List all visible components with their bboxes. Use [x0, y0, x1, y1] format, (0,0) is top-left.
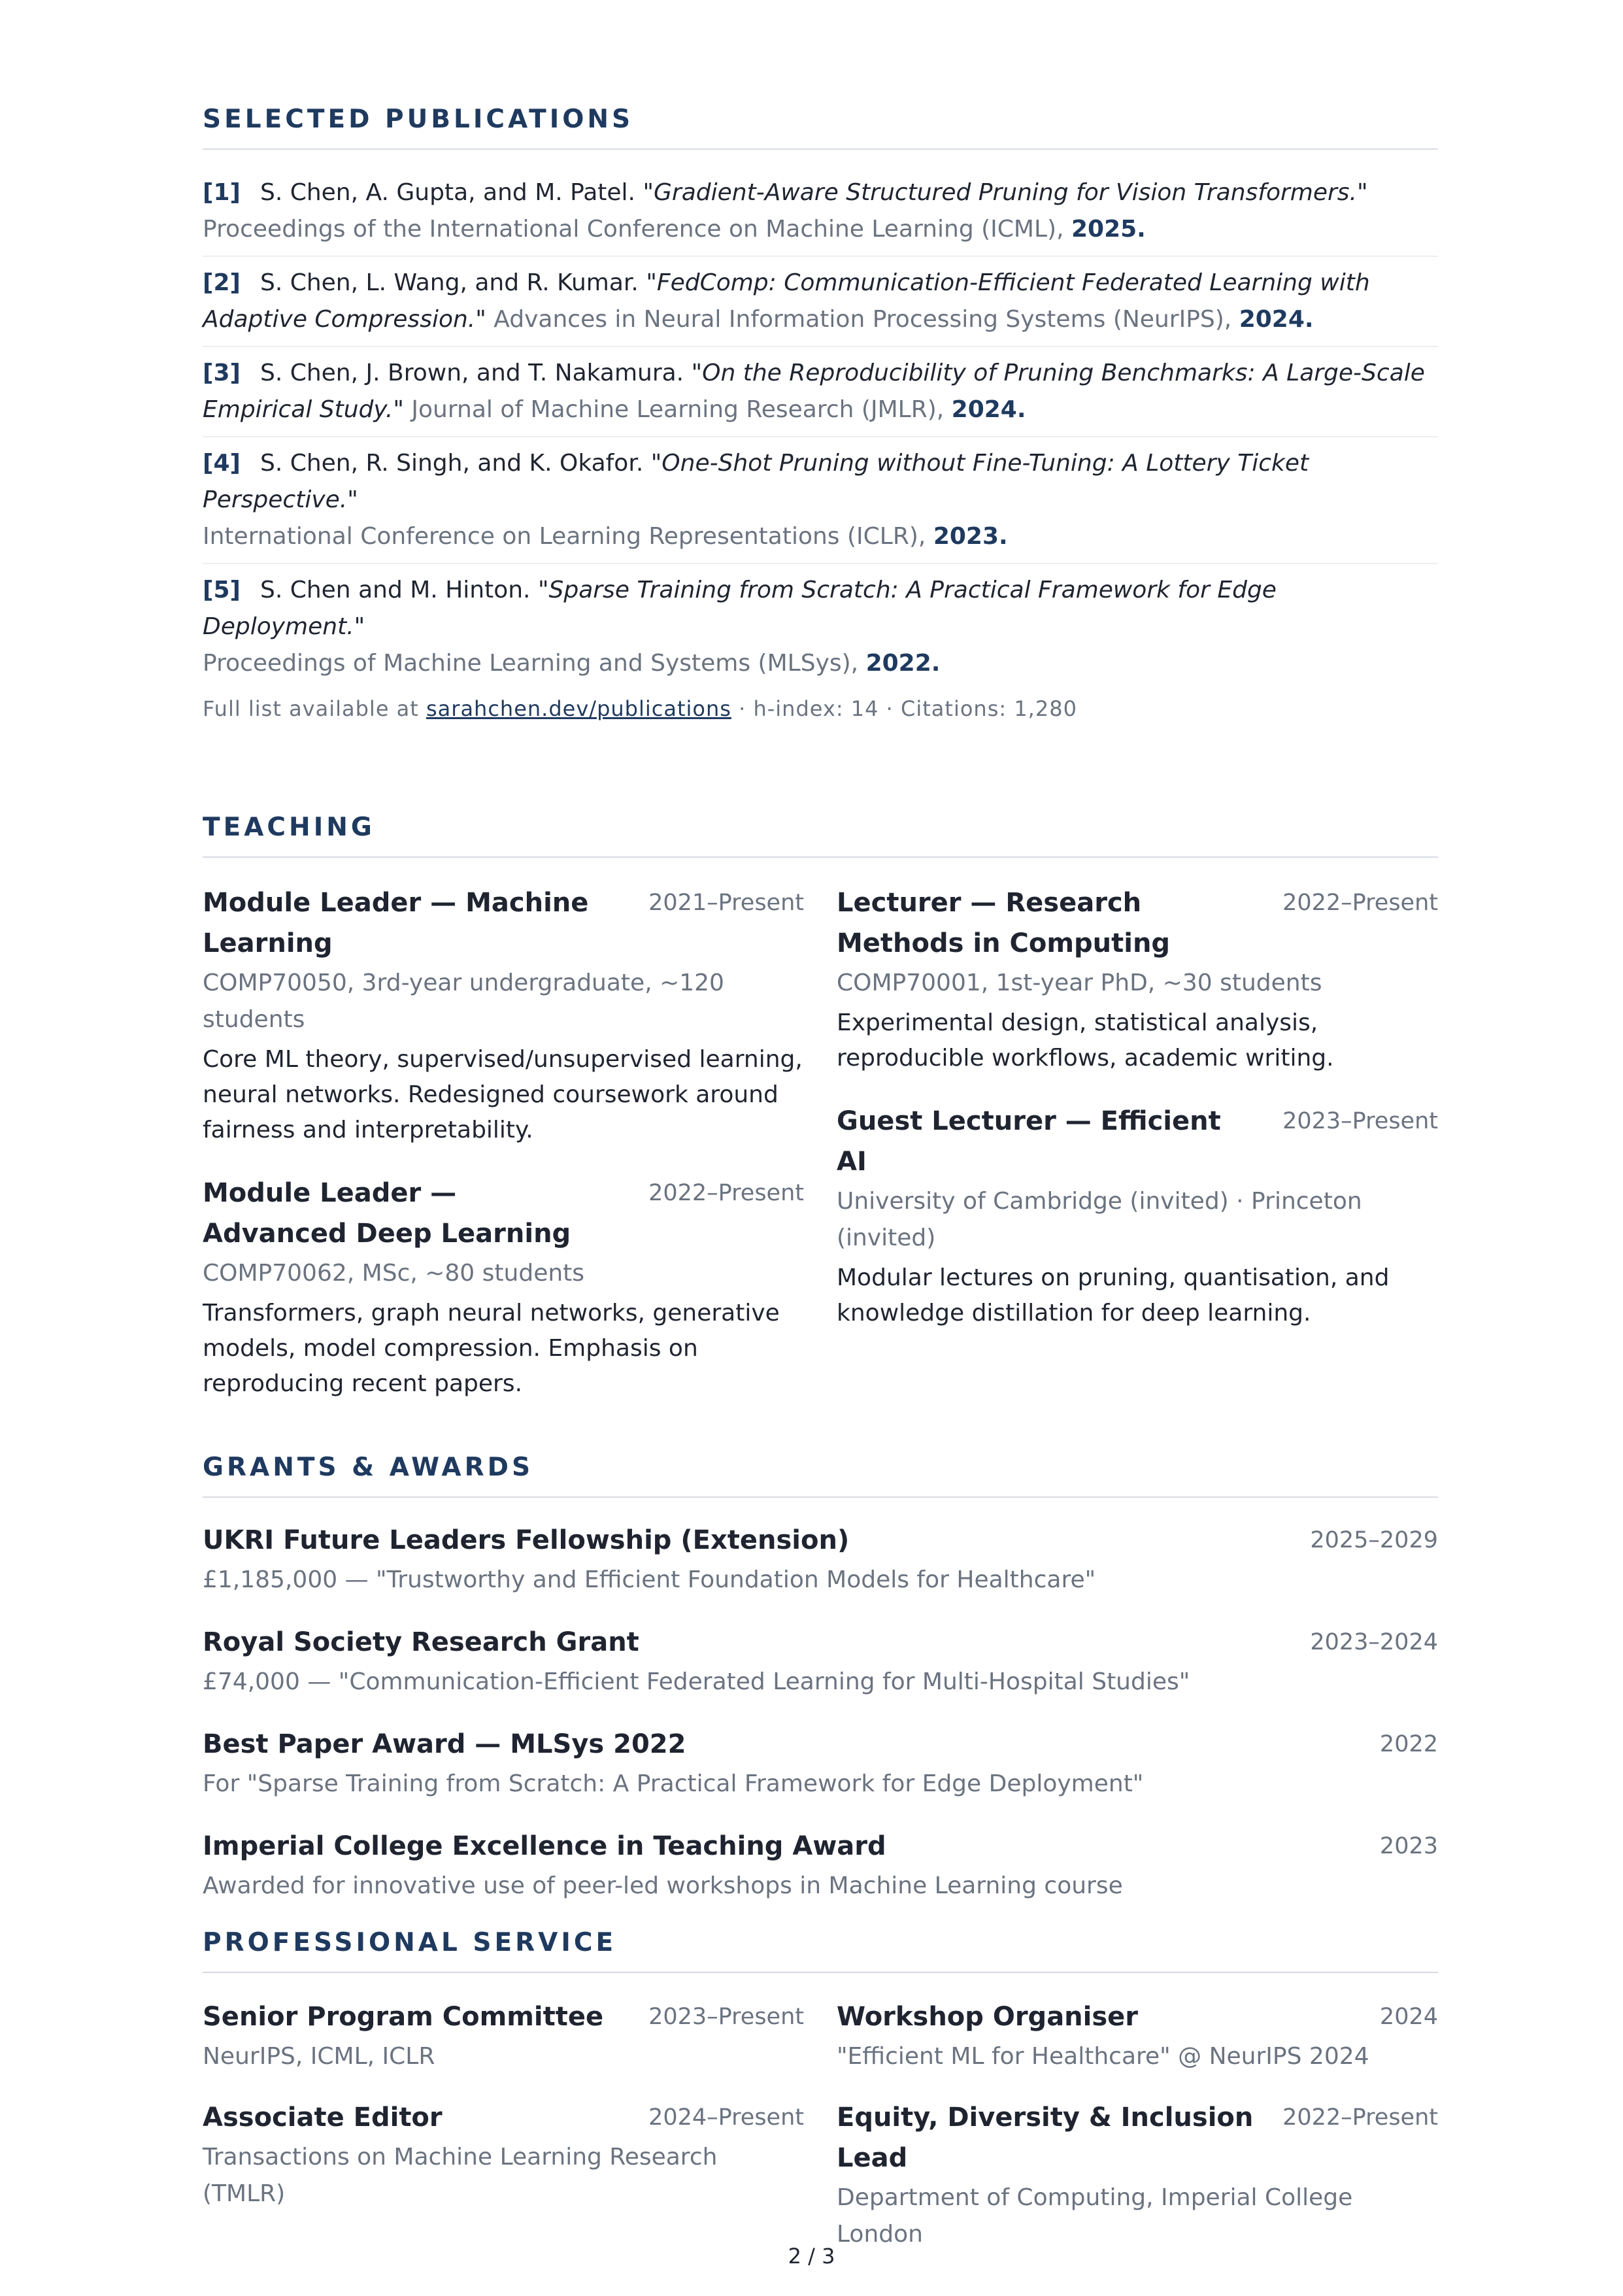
grant-item [203, 1622, 1438, 1700]
item-title: Senior Program Committee [203, 2002, 604, 2032]
publication-authors: S. Chen, L. Wang, and R. Kumar. [259, 269, 639, 296]
item-description: Transformers, graph neural networks, generative models, model compression. Emphasis on reproducing recent papers. [203, 1300, 780, 1397]
publication-year: 2025. [1071, 216, 1146, 243]
grants-section [203, 1453, 1438, 1904]
publication-item [203, 347, 1438, 437]
item-description: Modular lectures on pruning, quantisation, and knowledge distillation for deep learning. [837, 1264, 1390, 1326]
item-title: Workshop Organiser [837, 2002, 1139, 2032]
item-title: UKRI Future Leaders Fellowship (Extension) [203, 1525, 850, 1555]
publication-number: [3] [203, 360, 241, 386]
section-heading: SELECTED PUBLICATIONS [203, 105, 1438, 150]
item-subtitle: COMP70050, 3rd-year undergraduate, ~120 students [203, 970, 724, 1033]
publications-section [203, 105, 1438, 721]
item-subtitle: £1,185,000 — "Trustworthy and Efficient Foundation Models for Healthcare" [203, 1566, 1096, 1593]
item-description: Core ML theory, supervised/unsupervised learning, neural networks. Redesigned coursework around fairness and interpretability. [203, 1046, 803, 1143]
item-subtitle: COMP70062, MSc, ~80 students [203, 1260, 585, 1287]
teaching-item [837, 883, 1438, 1076]
grant-item [203, 1826, 1438, 1904]
teaching-item [203, 883, 804, 1148]
service-left-column [203, 1997, 804, 2275]
item-date: 2023–Present [1282, 1108, 1438, 1134]
publication-item [203, 167, 1438, 257]
item-subtitle: Transactions on Machine Learning Research (TMLR) [203, 2144, 718, 2207]
section-heading: GRANTS & AWARDS [203, 1453, 1438, 1498]
teaching-item [203, 1173, 804, 1402]
publication-authors: S. Chen and M. Hinton. [259, 577, 531, 603]
item-subtitle: Department of Computing, Imperial College London [837, 2184, 1353, 2248]
publication-venue: International Conference on Learning Representations (ICLR), [203, 523, 926, 550]
item-subtitle: NeurIPS, ICML, ICLR [203, 2043, 435, 2070]
service-section [203, 1928, 1438, 2275]
item-date: 2024 [1379, 2004, 1438, 2030]
item-date: 2024–Present [648, 2104, 804, 2131]
publication-venue: Advances in Neural Information Processing Systems (NeurIPS), [494, 306, 1232, 333]
publication-venue: Proceedings of the International Conference on Machine Learning (ICML), [203, 216, 1064, 243]
publication-authors: S. Chen, R. Singh, and K. Okafor. [259, 450, 644, 477]
item-title: Imperial College Excellence in Teaching Award [203, 1831, 886, 1861]
teaching-right-column [837, 883, 1438, 1427]
item-title: Guest Lecturer — Efficient AI [837, 1106, 1221, 1177]
item-title: Equity, Diversity & Inclusion Lead [837, 2102, 1254, 2173]
item-date: 2022–Present [1282, 890, 1438, 916]
item-subtitle: £74,000 — "Communication-Efficient Federated Learning for Multi-Hospital Studies" [203, 1668, 1190, 1695]
item-date: 2022–Present [648, 1180, 804, 1206]
publication-number: [1] [203, 179, 241, 206]
service-columns [203, 1997, 1438, 2275]
service-item [203, 2097, 804, 2212]
teaching-item [837, 1101, 1438, 1331]
publication-title: "FedComp: Communication-Efficient Federated Learning with Adaptive Compression." [203, 269, 1370, 333]
item-date: 2025–2029 [1310, 1527, 1438, 1553]
section-heading: TEACHING [203, 813, 1438, 858]
publications-link[interactable]: sarahchen.dev/publications [426, 696, 731, 721]
item-subtitle: Awarded for innovative use of peer-led workshops in Machine Learning course [203, 1872, 1123, 1899]
grant-item [203, 1724, 1438, 1802]
item-title: Royal Society Research Grant [203, 1627, 639, 1657]
publication-venue: Journal of Machine Learning Research (JMLR), [411, 396, 945, 423]
grant-list [203, 1520, 1438, 1904]
footer-metrics: · h-index: 14 · Citations: 1,280 [739, 696, 1077, 721]
item-subtitle: For "Sparse Training from Scratch: A Practical Framework for Edge Deployment" [203, 1770, 1144, 1797]
publication-year: 2023. [933, 523, 1008, 550]
teaching-left-column [203, 883, 804, 1427]
publication-year: 2022. [865, 650, 941, 677]
publication-number: [5] [203, 577, 241, 603]
grant-item [203, 1520, 1438, 1598]
publication-number: [4] [203, 450, 241, 477]
item-title: Module Leader — Machine Learning [203, 888, 589, 958]
item-title: Lecturer — Research Methods in Computing [837, 888, 1171, 958]
publication-title: "On the Reproducibility of Pruning Benchmarks: A Large-Scale Empirical Study." [203, 360, 1425, 423]
teaching-section [203, 813, 1438, 1427]
publication-item [203, 257, 1438, 347]
publication-list [203, 167, 1438, 690]
item-title: Best Paper Award — MLSys 2022 [203, 1729, 686, 1759]
service-item [837, 1997, 1438, 2075]
publication-authors: S. Chen, J. Brown, and T. Nakamura. [259, 360, 684, 386]
publication-year: 2024. [951, 396, 1026, 423]
item-title: Module Leader — Advanced Deep Learning [203, 1178, 571, 1249]
publication-item [203, 564, 1438, 690]
section-heading: PROFESSIONAL SERVICE [203, 1928, 1438, 1973]
footer-prefix: Full list available at [203, 696, 419, 721]
publication-venue: Proceedings of Machine Learning and Systems (MLSys), [203, 650, 859, 677]
publication-authors: S. Chen, A. Gupta, and M. Patel. [259, 179, 635, 206]
page-number: 2 / 3 [788, 2244, 835, 2269]
item-date: 2022 [1379, 1731, 1438, 1757]
service-right-column [837, 1997, 1438, 2275]
item-subtitle: University of Cambridge (invited) · Princeton (invited) [837, 1188, 1362, 1251]
publication-item [203, 437, 1438, 564]
publication-number: [2] [203, 269, 241, 296]
publication-year: 2024. [1239, 306, 1314, 333]
teaching-columns [203, 883, 1438, 1427]
publication-title: "Sparse Training from Scratch: A Practical Framework for Edge Deployment." [203, 577, 1277, 640]
item-description: Experimental design, statistical analysis, reproducible workflows, academic writing. [837, 1009, 1334, 1072]
item-date: 2023 [1379, 1833, 1438, 1859]
publications-footer [203, 696, 1438, 721]
item-date: 2023–2024 [1310, 1629, 1438, 1655]
service-item [203, 1997, 804, 2075]
service-item [837, 2097, 1438, 2253]
item-title: Associate Editor [203, 2102, 443, 2133]
publication-title: "Gradient-Aware Structured Pruning for Vision Transformers." [643, 179, 1368, 206]
publication-title: "One-Shot Pruning without Fine-Tuning: A Lottery Ticket Perspective." [203, 450, 1309, 513]
item-subtitle: COMP70001, 1st-year PhD, ~30 students [837, 970, 1322, 996]
item-date: 2023–Present [648, 2004, 804, 2030]
item-date: 2022–Present [1282, 2104, 1438, 2131]
item-date: 2021–Present [648, 890, 804, 916]
item-subtitle: "Efficient ML for Healthcare" @ NeurIPS 2024 [837, 2043, 1369, 2070]
cv-page [203, 105, 1438, 2275]
